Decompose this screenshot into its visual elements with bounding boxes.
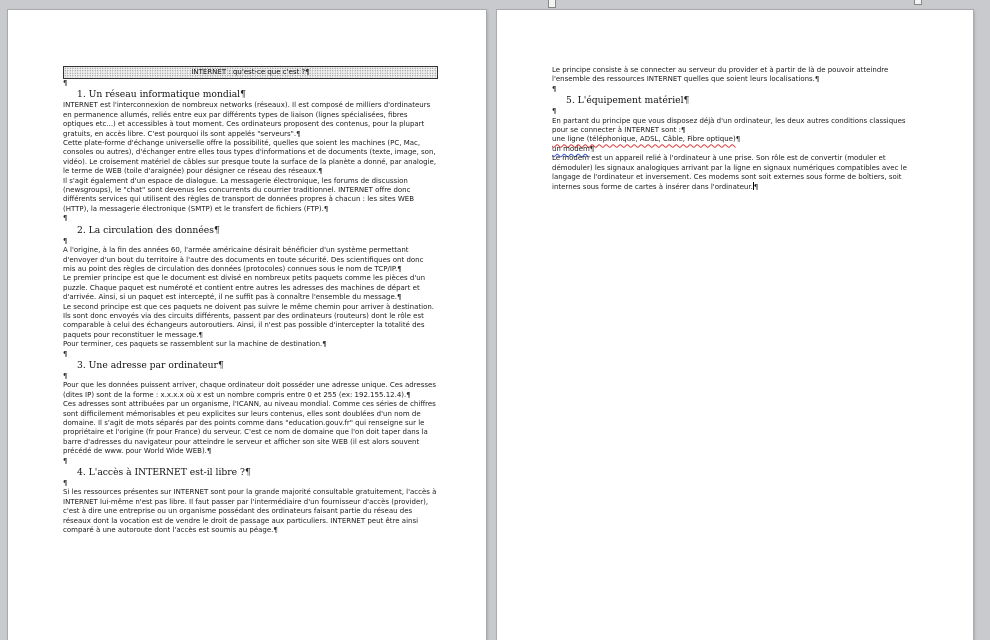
paragraph-mark: ¶: [63, 236, 68, 245]
paragraph-mark: ¶: [814, 75, 820, 84]
paragraph-mark: ¶: [552, 84, 557, 93]
paragraph: A l'origine, à la fin des années 60, l'armée américaine désirait bénéficier d'un système permettant d'envoyer d'un bout du territoire à l'autre des documents en toute sécurité. Des scientifiques ont donc mis au point des règles de circulation des données (protocoles) connues sous le nom de TCP/IP.¶: [63, 246, 424, 273]
page-2-content: [552, 66, 917, 193]
document-page-1[interactable]: [8, 10, 486, 640]
paragraph: Le premier principe est que le document est divisé en nombreux petits paquets comme les pièces d'un puzzle. Chaque paquet est numéroté et contient entre autres les adresses des machines de départ et d'arrivée. Ainsi, si un paquet est intercepté, il ne suffit pas à connaître l'ensemble du message.¶: [63, 274, 426, 302]
paragraph: INTERNET est l'interconnexion de nombreux networks (réseaux). Il est composé de milliers d'ordinateurs en permanence allumés, reliés entre eux par différents types de liaison (lignes spécialisées, fibres optiques etc...) et accessibles à tout moment. Ces ordinateurs proposent des contenus, pour la plupart gratuits, en accès libre. C'est pourquoi ils sont appelés "serveurs".¶: [63, 101, 431, 138]
paragraph: Le modem est un appareil relié à l'ordinateur à une prise. Son rôle est de convertir (moduler et démoduler) les signaux analogiques arrivant par la ligne en signaux numériques compatibles avec le langage de l'ordinateur et inversement. Ces modems sont soit externes sous forme de boîtiers, soit internes sous forme de cartes à insérer dans l'ordinateur.¶: [552, 154, 907, 192]
paragraph-mark: ¶: [217, 359, 224, 371]
ruler-marker: [548, 0, 556, 8]
paragraph-mark: ¶: [753, 183, 759, 192]
paragraph-mark: ¶: [63, 456, 68, 465]
paragraph-mark: ¶: [240, 89, 246, 101]
paragraph-mark: ¶: [273, 526, 278, 535]
paragraph-mark: ¶: [323, 204, 329, 213]
paragraph-mark: ¶: [206, 447, 212, 456]
paragraph: Si les ressources présentes sur INTERNET sont pour la grande majorité consultable gratuitement, l'accès à INTERNET lui-même n'est pas libre. Il faut passer par l'intermédiaire d'un fournisseur d'accès (provider), c'est à dire une entreprise ou un organisme possédant des ordinateurs faisant partie du réseau des réseaux dont la vocation est de vendre le droit de passage aux particuliers. INTERNET peut être ainsi comparé à une autoroute dont l'accès est soumis au péage.¶: [63, 488, 437, 535]
paragraph: Le principe consiste à se connecter au serveur du provider et à partir de là de pouvoir atteindre l'ensemble des ressources INTERNET quelles que soient leurs localisations.¶: [552, 66, 889, 84]
paragraph-mark: ¶: [318, 167, 323, 176]
paragraph: Ces adresses sont attribuées par un organisme, l'ICANN, au niveau mondial. Comme ces séries de chiffres sont difficilement mémorisables et peu explicites sur leurs contenus, elles sont doublées d'un nom de domaine. Il s'agit de mots séparés par des points comme dans "education.gouv.fr" qui renseigne sur le propriétaire et l'origine (fr pour France) du serveur. C'est ce nom de domaine que l'on doit taper dans la barre d'adresses du navigateur pour atteindre le serveur et afficher son site WEB (il est alors souvent précédé de www. pour World Wide WEB).¶: [63, 400, 436, 456]
paragraph-mark: ¶: [213, 224, 220, 236]
document-page-2[interactable]: [497, 10, 973, 640]
document-title: [63, 66, 438, 79]
section-heading-1: 1. Un réseau informatique mondial¶: [77, 89, 246, 101]
paragraph-mark: ¶: [589, 144, 595, 153]
document-title-text: INTERNET : qu'est-ce que c'est ?: [191, 68, 306, 76]
paragraph-mark: ¶: [406, 390, 411, 399]
paragraph: Pour que les données puissent arriver, chaque ordinateur doit posséder une adresse unique. Ces adresses (dites IP) sont de la forme : x.x.x.x où x est un nombre compris entre 0 et 255 (ex: 192.155.12.4).¶: [63, 381, 436, 399]
page-1-content: [63, 66, 438, 535]
ruler-marker: [914, 0, 922, 5]
section-heading-3: 3. Une adresse par ordinateur¶: [77, 359, 224, 371]
paragraph: Cette plate-forme d'échange universelle offre la possibilité, quelles que soient les machines (PC, Mac, consoles ou autres), d'échanger entre elles tous types d'informations et de documents (texte, image, son, vidéo). Le croisement matériel de câbles sur presque toute la surface de la planète a donné, par analogie, le terme de WEB (toile d'araignée) pour désigner ce réseau des réseaux.¶: [63, 139, 437, 176]
paragraph-mark: ¶: [552, 107, 557, 116]
paragraph-mark: ¶: [397, 264, 402, 273]
paragraph-mark: ¶: [63, 79, 68, 87]
paragraph-mark: ¶: [244, 467, 251, 479]
paragraph-mark: ¶: [63, 349, 68, 358]
paragraph-mark: ¶: [198, 330, 203, 339]
paragraph-mark: ¶: [322, 340, 327, 349]
paragraph-mark: ¶: [683, 95, 690, 107]
paragraph: Pour terminer, ces paquets se rassemblent sur la machine de destination.¶: [63, 340, 327, 349]
section-heading-4: 4. L'accès à INTERNET est-il libre ?¶: [77, 467, 251, 479]
list-item: un modem¶: [552, 144, 595, 153]
paragraph-mark: ¶: [296, 129, 301, 138]
paragraph-mark: ¶: [63, 214, 68, 223]
paragraph: Il s'agit également d'un espace de dialogue. La messagerie électronique, les forums de discussion (newsgroups), le "chat" sont devenus les concurrents du courrier traditionnel. INTERNET offre donc différents services qui utilisent des règles de transport de données propres à chacun : les sites WEB (HTTP), la messagerie électronique (SMTP) et le transfert de fichiers (FTP).¶: [63, 176, 414, 213]
paragraph: En partant du principe que vous disposez déjà d'un ordinateur, les deux autres conditions classiques pour se connecter à INTERNET sont :¶: [552, 116, 906, 135]
paragraph-mark: ¶: [63, 479, 68, 488]
paragraph-mark: ¶: [735, 135, 741, 144]
paragraph-mark: ¶: [305, 68, 310, 76]
section-heading-2: 2. La circulation des données¶: [77, 224, 220, 236]
section-heading-5: 5. L'équipement matériel¶: [566, 95, 690, 107]
paragraph: Le second principe est que ces paquets ne doivent pas suivre le même chemin pour arriver à destination. Ils sont donc envoyés via des circuits différents, passent par des ordinateurs (routeurs) dont le rôle est comparable à celui des échangeurs autoroutiers. Ainsi, il n'est pas possible d'intercepter la totalité des paquets pour reconstituer le message.¶: [63, 302, 435, 339]
paragraph-mark: ¶: [681, 126, 686, 135]
paragraph-mark: ¶: [397, 293, 402, 302]
paragraph-mark: ¶: [63, 371, 68, 380]
list-item: une ligne (téléphonique, ADSL, Câble, Fibre optique)¶: [552, 135, 741, 144]
